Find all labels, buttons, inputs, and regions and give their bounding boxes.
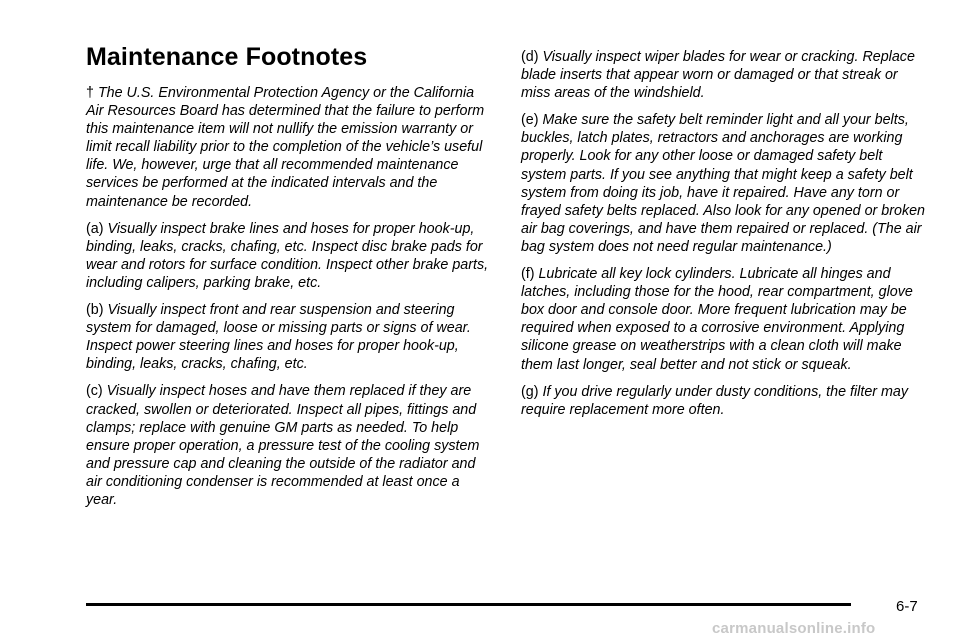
footnote-text: Make sure the safety belt reminder light and all your belts, buckles, latch plates, retractors and anchorages are working properly. Look for any other loose or damaged safety belt system parts. If you see anything that might keep a safety belt system from doing its job, have it repaired. Have any torn or frayed safety belts replaced. Also look for any opened or broken air bag coverings, and have them repaired or replaced. (The air bag system does not need regular maintenance.) [521, 112, 925, 255]
footnote-text: Visually inspect brake lines and hoses for proper hook-up, binding, leaks, cracks, chafing, etc. Inspect disc brake pads for wear and rotors for surface condition. Inspect other brake parts, including calipers, parking brake, etc. [86, 220, 489, 291]
footnote-dagger [86, 84, 494, 211]
footnote-b [86, 301, 494, 373]
footnote-c [86, 382, 494, 509]
footnote-text: Lubricate all key lock cylinders. Lubricate all hinges and latches, including those for the hood, rear compartment, glove box door and console door. More frequent lubrication may be required when exposed to a corrosive environment. Applying silicone grease on weatherstrips with a clean cloth will make them last longer, seal better and not stick or squeak. [521, 266, 913, 373]
footnote-text: If you drive regularly under dusty conditions, the filter may require replacement more often. [521, 383, 909, 418]
left-column [86, 84, 494, 518]
footnote-text: Visually inspect front and rear suspension and steering system for damaged, loose or missing parts or signs of wear. Inspect power steering lines and hoses for proper hook-up, binding, leaks, cracks, chafing, etc. [86, 302, 471, 373]
footnote-marker: (e) [521, 112, 539, 129]
footnote-marker: (a) [86, 220, 104, 237]
footnote-marker: (g) [521, 383, 539, 400]
page-number: 6-7 [896, 598, 918, 615]
right-column [521, 48, 931, 428]
page-title: Maintenance Footnotes [86, 43, 368, 71]
footnote-g [521, 383, 931, 419]
footnote-marker: (f) [521, 266, 535, 283]
footnote-text: Visually inspect wiper blades for wear or cracking. Replace blade inserts that appear worn or damaged or that streak or miss areas of the windshield. [521, 49, 915, 102]
footnote-d [521, 48, 931, 102]
footnote-e [521, 111, 931, 256]
footnote-text: Visually inspect hoses and have them replaced if they are cracked, swollen or deteriorated. Inspect all pipes, fittings and clamps; replace with genuine GM parts as needed. To help ensure proper operation, a pressure test of the cooling system and pressure cap and cleaning the outside of the radiator and air conditioning condenser is recommended at least once a year. [86, 383, 480, 508]
footnote-marker: (d) [521, 49, 539, 65]
footnote-a [86, 220, 494, 292]
footnote-marker: † [86, 85, 94, 101]
footnote-text: The U.S. Environmental Protection Agency or the California Air Resources Board has determined that the failure to perform this maintenance item will not nullify the emission warranty or limit recall liability prior to the completion of the vehicle’s useful life. We, however, urge that all recommended maintenance services be performed at the indicated intervals and the maintenance be recorded. [86, 85, 485, 210]
footnote-f [521, 265, 931, 374]
watermark-text: carmanualsonline.info [712, 620, 876, 637]
footer-rule [86, 603, 851, 606]
footnote-marker: (b) [86, 302, 104, 319]
footnote-marker: (c) [86, 383, 103, 400]
